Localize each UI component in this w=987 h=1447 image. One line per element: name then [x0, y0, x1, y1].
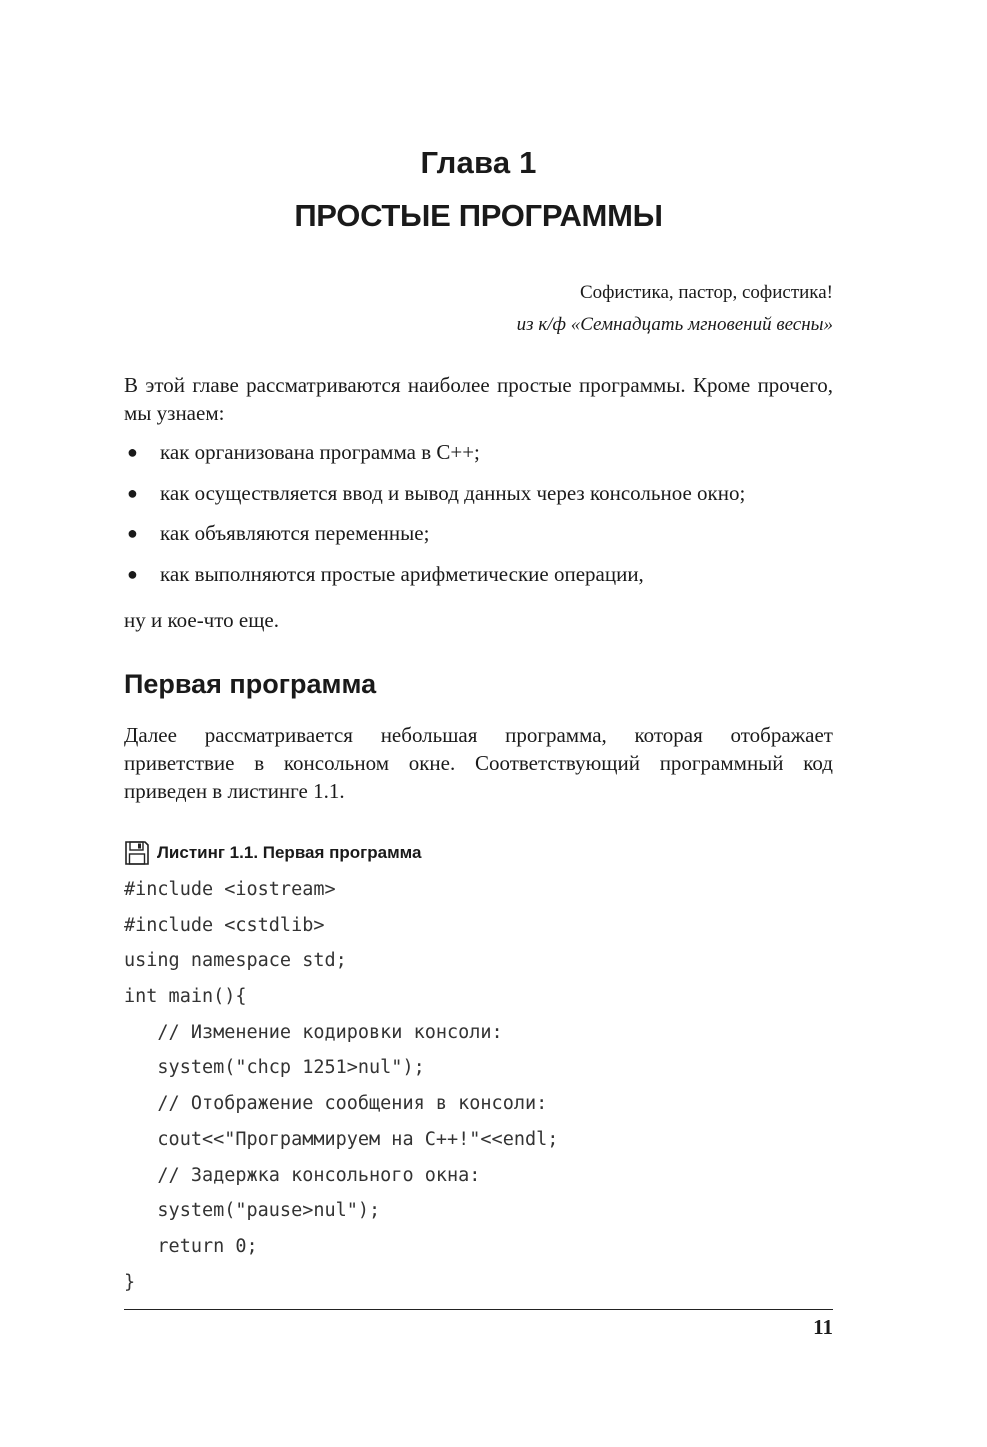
intro-outro: ну и кое-что еще. [124, 608, 279, 632]
bullet-list [124, 438, 833, 600]
bullet-icon: ● [127, 563, 138, 584]
code-line: return 0; [124, 1235, 258, 1257]
code-line: using namespace std; [124, 950, 347, 972]
footer-divider [124, 1309, 833, 1310]
code-listing [124, 876, 558, 1304]
list-item [124, 519, 833, 560]
epigraph-source: из к/ф «Семнадцать мгновений весны» [516, 314, 833, 335]
code-line: // Изменение кодировки консоли: [124, 1021, 503, 1043]
code-line: // Отображение сообщения в консоли: [124, 1093, 548, 1115]
code-line: cout<<"Программируем на C++!"<<endl; [124, 1128, 559, 1150]
bullet-icon: ● [127, 482, 138, 503]
epigraph-quote: Софистика, пастор, софистика! [579, 282, 833, 303]
list-item-text: как организована программа в С++; [160, 440, 480, 464]
bullet-icon: ● [127, 442, 138, 462]
book-page [124, 0, 833, 1447]
list-item-text: как выполняются простые арифметические операции, [160, 561, 644, 586]
list-item [124, 479, 833, 520]
page-number: 11 [813, 1315, 833, 1339]
floppy-disk-icon [124, 840, 150, 866]
code-line: #include <iostream> [124, 879, 336, 900]
list-item-text: как осуществляется ввод и вывод данных через консольное окно; [160, 480, 746, 505]
chapter-title: ПРОСТЫЕ ПРОГРАММЫ [294, 198, 663, 233]
listing-caption-text: Листинг 1.1. Первая программа [157, 843, 422, 862]
intro-paragraph: В этой главе рассматриваются наиболее простые программы. Кроме прочего, мы узнаем: [124, 373, 833, 425]
code-line: } [124, 1271, 136, 1293]
bullet-icon: ● [127, 523, 138, 543]
code-line: system("pause>nul"); [124, 1200, 381, 1222]
listing-caption [124, 840, 421, 866]
list-item-text: как объявляются переменные; [160, 521, 430, 545]
section-paragraph: Далее рассматривается небольшая программа, которая отображает приветствие в консольном окне. Соответствующий программный код приведен в листинге 1.1. [124, 723, 833, 803]
code-line: #include <cstdlib> [124, 914, 325, 936]
code-line: system("chcp 1251>nul"); [124, 1057, 425, 1079]
section-title: Первая программа [124, 669, 377, 699]
epigraph [517, 277, 833, 341]
code-line: // Задержка консольного окна: [124, 1164, 481, 1186]
chapter-number: Глава 1 [420, 145, 537, 180]
code-line: int main(){ [124, 986, 247, 1008]
list-item [124, 560, 833, 601]
list-item [124, 438, 833, 479]
